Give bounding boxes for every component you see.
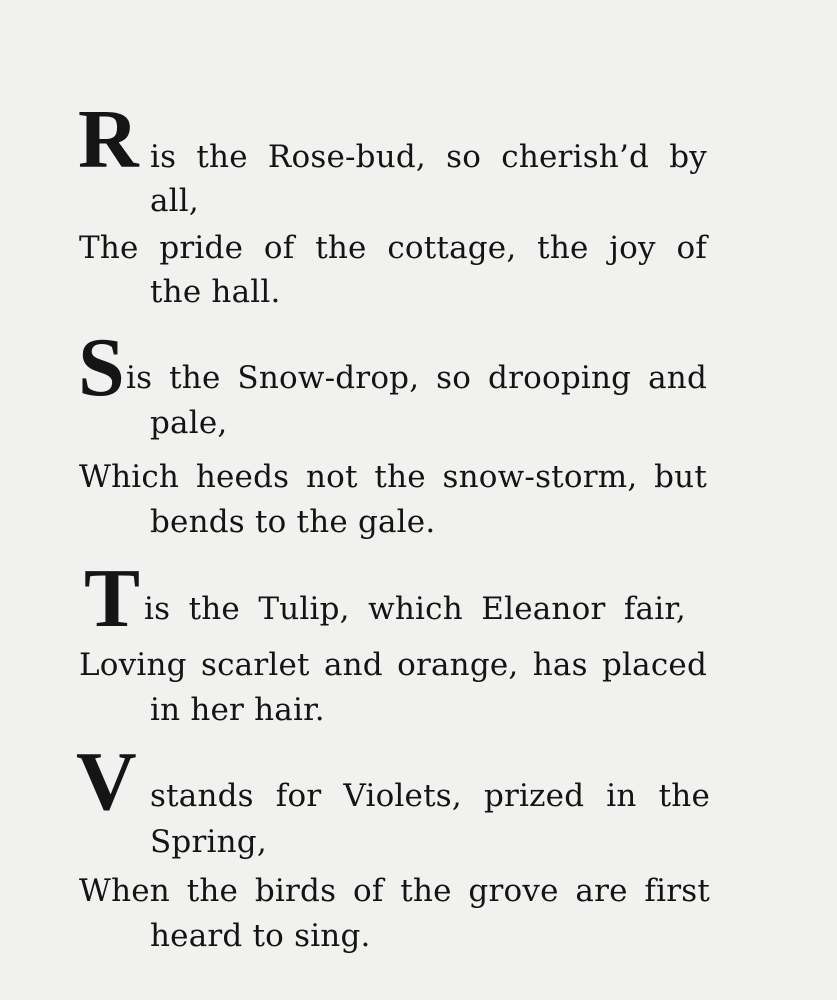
verse-line: is the Snow-drop, so drooping and [126, 360, 707, 396]
drop-cap-v: V [76, 735, 137, 828]
verse-line: bends to the gale. [150, 504, 436, 540]
drop-cap-t: T [84, 552, 141, 645]
verse-line: the hall. [150, 274, 281, 310]
verse-line: all, [150, 183, 199, 219]
verse-line: Loving scarlet and orange, has placed [79, 647, 707, 683]
verse-line: Spring, [150, 824, 267, 860]
verse-line: Which heeds not the snow-storm, but [79, 459, 707, 495]
verse-line: is the Tulip, which Eleanor fair, [144, 591, 686, 627]
verse-line: stands for Violets, prized in the [150, 778, 710, 814]
drop-cap-r: R [78, 93, 139, 186]
drop-cap-s: S [78, 321, 125, 414]
verse-line: is the Rose-bud, so cherish’d by [150, 139, 707, 175]
verse-line: in her hair. [150, 692, 325, 728]
verse-line: The pride of the cottage, the joy of [79, 230, 707, 266]
verse-line: When the birds of the grove are first [79, 873, 710, 909]
verse-line: pale, [150, 405, 228, 441]
verse-line: heard to sing. [150, 918, 371, 954]
